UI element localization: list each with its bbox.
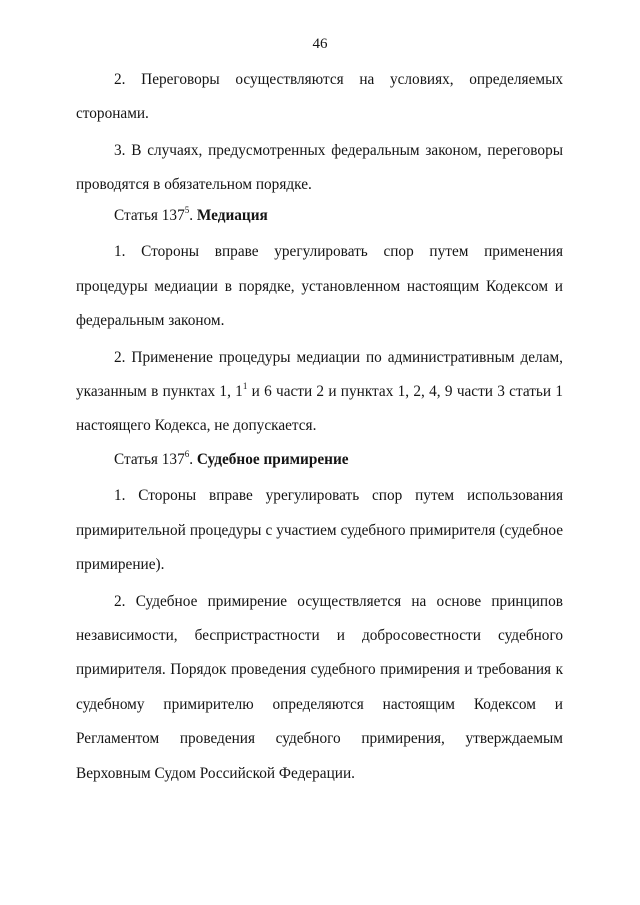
article-mediation [76,199,563,444]
page-number: 46 [312,36,328,52]
article-title: Судебное примирение [196,451,349,468]
article-judicial-conciliation [76,443,563,791]
body-text-part-1 [76,63,563,203]
article-heading-judicial-conciliation: Статья $137^6$. Судебное примирение [114,448,349,468]
article-title: Медиация [196,207,268,224]
paragraph-mediation-right: 1. Стороны вправе урегулировать спор путем применения процедуры медиации в порядке, установленном настоящим Кодексом и федеральным законом. [76,243,563,330]
paragraph-negotiations-mandatory: 3. В случаях, предусмотренных федеральным законом, переговоры проводятся в обязательном порядке. [76,141,563,194]
paragraph-judicial-conciliation-principles: 2. Судебное примирение осуществляется на основе принципов независимости, беспристрастности и добросовестности судебного примирителя. Порядок проведения судебного примирения и требования к судебному примирителю определяются настоящим Кодексом и Регламентом проведения судебного примирения, утверждаемым Верховным Судом Российской Федерации. [76,592,563,782]
paragraph-mediation-exclusions: 2. Применение процедуры медиации по административным делам, указанным в пунктах 1, $1^1$ и 6 части 2 и пунктах 1, 2, 4, 9 части 3 статьи 1 настоящего Кодекса, не допускается. [76,348,563,435]
article-superscript: 6 [184,448,190,459]
article-number: Статья 137 [114,207,185,224]
point-superscript: 1 [242,380,248,391]
article-superscript: 5 [184,204,190,215]
paragraph-judicial-conciliation-right: 1. Стороны вправе урегулировать спор путем использования примирительной процедуры с участием судебного примирителя (судебное примирение). [76,487,563,574]
article-number: Статья 137 [114,451,185,468]
article-heading-mediation: Статья $137^5$. Медиация [114,204,268,224]
paragraph-negotiations-conditions: 2. Переговоры осуществляются на условиях, определяемых сторонами. [76,71,563,123]
